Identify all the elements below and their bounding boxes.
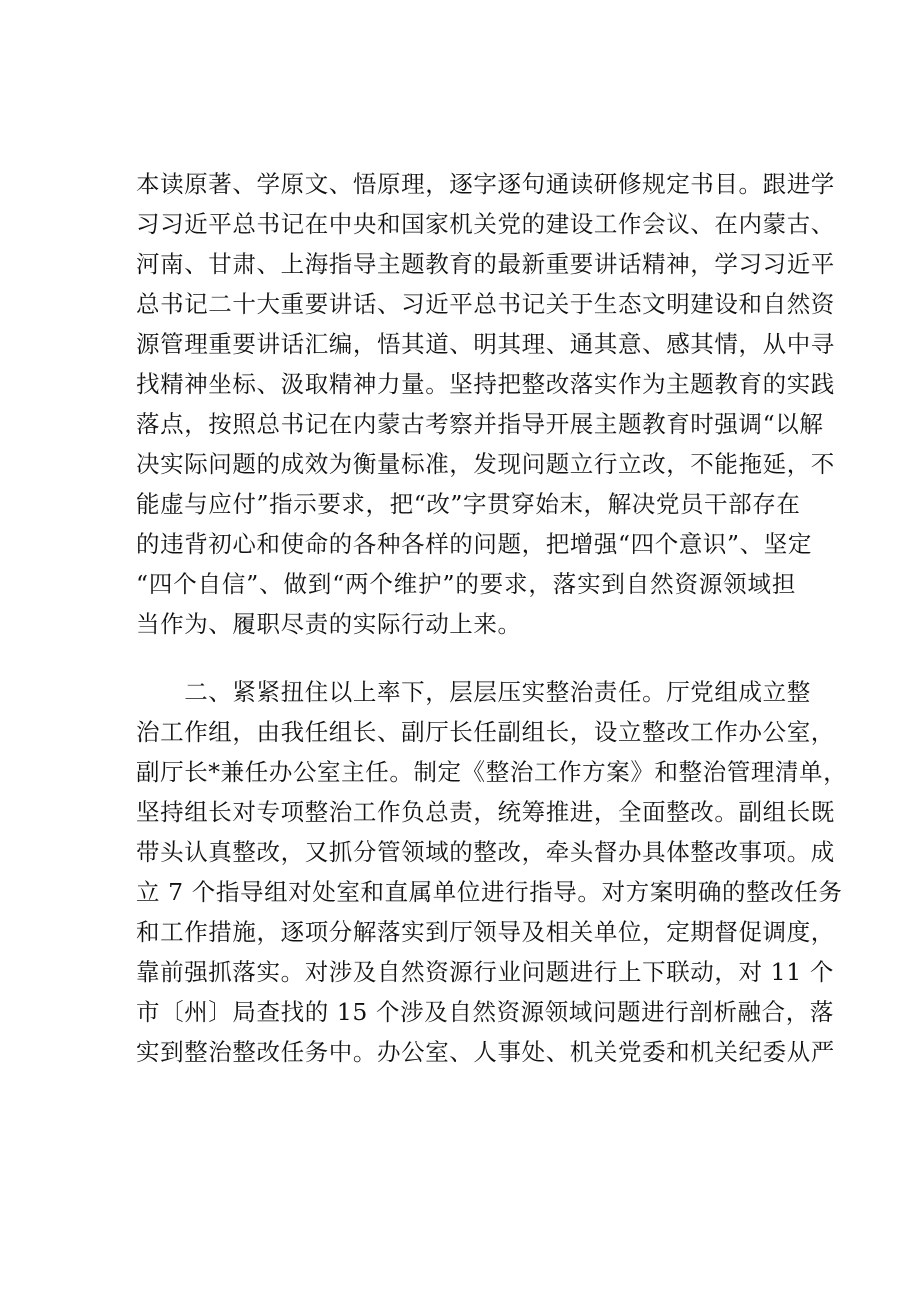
paragraph-1 — [136, 164, 835, 644]
paragraph-line: 总书记二十大重要讲话、习近平总书记关于生态文明建设和自然资 — [136, 290, 835, 318]
paragraph-line: “四个自信”、做到“两个维护”的要求，落实到自然资源领域担 — [136, 570, 796, 598]
paragraph-line: 的违背初心和使命的各种各样的问题，把增强“四个意识”、坚定 — [136, 530, 812, 558]
paragraph-line: 源管理重要讲话汇编，悟其道、明其理、通其意、感其情，从中寻 — [136, 330, 835, 358]
paragraph-2 — [136, 672, 848, 1072]
paragraph-line: 治工作组，由我任组长、副厅长任副组长，设立整改工作办公室， — [136, 718, 835, 746]
paragraph-line: 习习近平总书记在中央和国家机关党的建设工作会议、在内蒙古、 — [136, 210, 835, 238]
paragraph-line: 落点，按照总书记在内蒙古考察并指导开展主题教育时强调“以解 — [136, 410, 824, 438]
paragraph-line: 当作为、履职尽责的实际行动上来。 — [136, 610, 522, 638]
paragraph-line: 和工作措施，逐项分解落实到厅领导及相关单位，定期督促调度， — [136, 918, 835, 946]
paragraph-line: 靠前强抓落实。对涉及自然资源行业问题进行上下联动，对 11 个 — [136, 958, 834, 986]
paragraph-line: 带头认真整改，又抓分管领域的整改，牵头督办具体整改事项。成 — [136, 838, 835, 866]
paragraph-line: 找精神坐标、汲取精神力量。坚持把整改落实作为主题教育的实践 — [136, 370, 835, 398]
paragraph-line: 立 7 个指导组对处室和直属单位进行指导。对方案明确的整改任务 — [136, 878, 843, 906]
paragraph-line: 实到整治整改任务中。办公室、人事处、机关党委和机关纪委从严 — [136, 1038, 835, 1066]
paragraph-line: 副厅长*兼任办公室主任。制定《整治工作方案》和整治管理清单， — [136, 758, 848, 786]
paragraph-line: 决实际问题的成效为衡量标准，发现问题立行立改，不能拖延，不 — [136, 450, 835, 478]
paragraph-line: 坚持组长对专项整治工作负总责，统筹推进，全面整改。副组长既 — [136, 798, 835, 826]
paragraph-line: 本读原著、学原文、悟原理，逐字逐句通读研修规定书目。跟进学 — [136, 170, 835, 198]
paragraph-line: 河南、甘肃、上海指导主题教育的最新重要讲话精神，学习习近平 — [136, 250, 835, 278]
paragraph-line: 能虚与应付”指示要求，把“改”字贯穿始末，解决党员干部存在 — [136, 490, 801, 518]
paragraph-line: 市〔州〕局查找的 15 个涉及自然资源领域问题进行剖析融合，落 — [136, 998, 834, 1026]
paragraph-line: 二、紧紧扭住以上率下，层层压实整治责任。厅党组成立整 — [136, 678, 811, 706]
